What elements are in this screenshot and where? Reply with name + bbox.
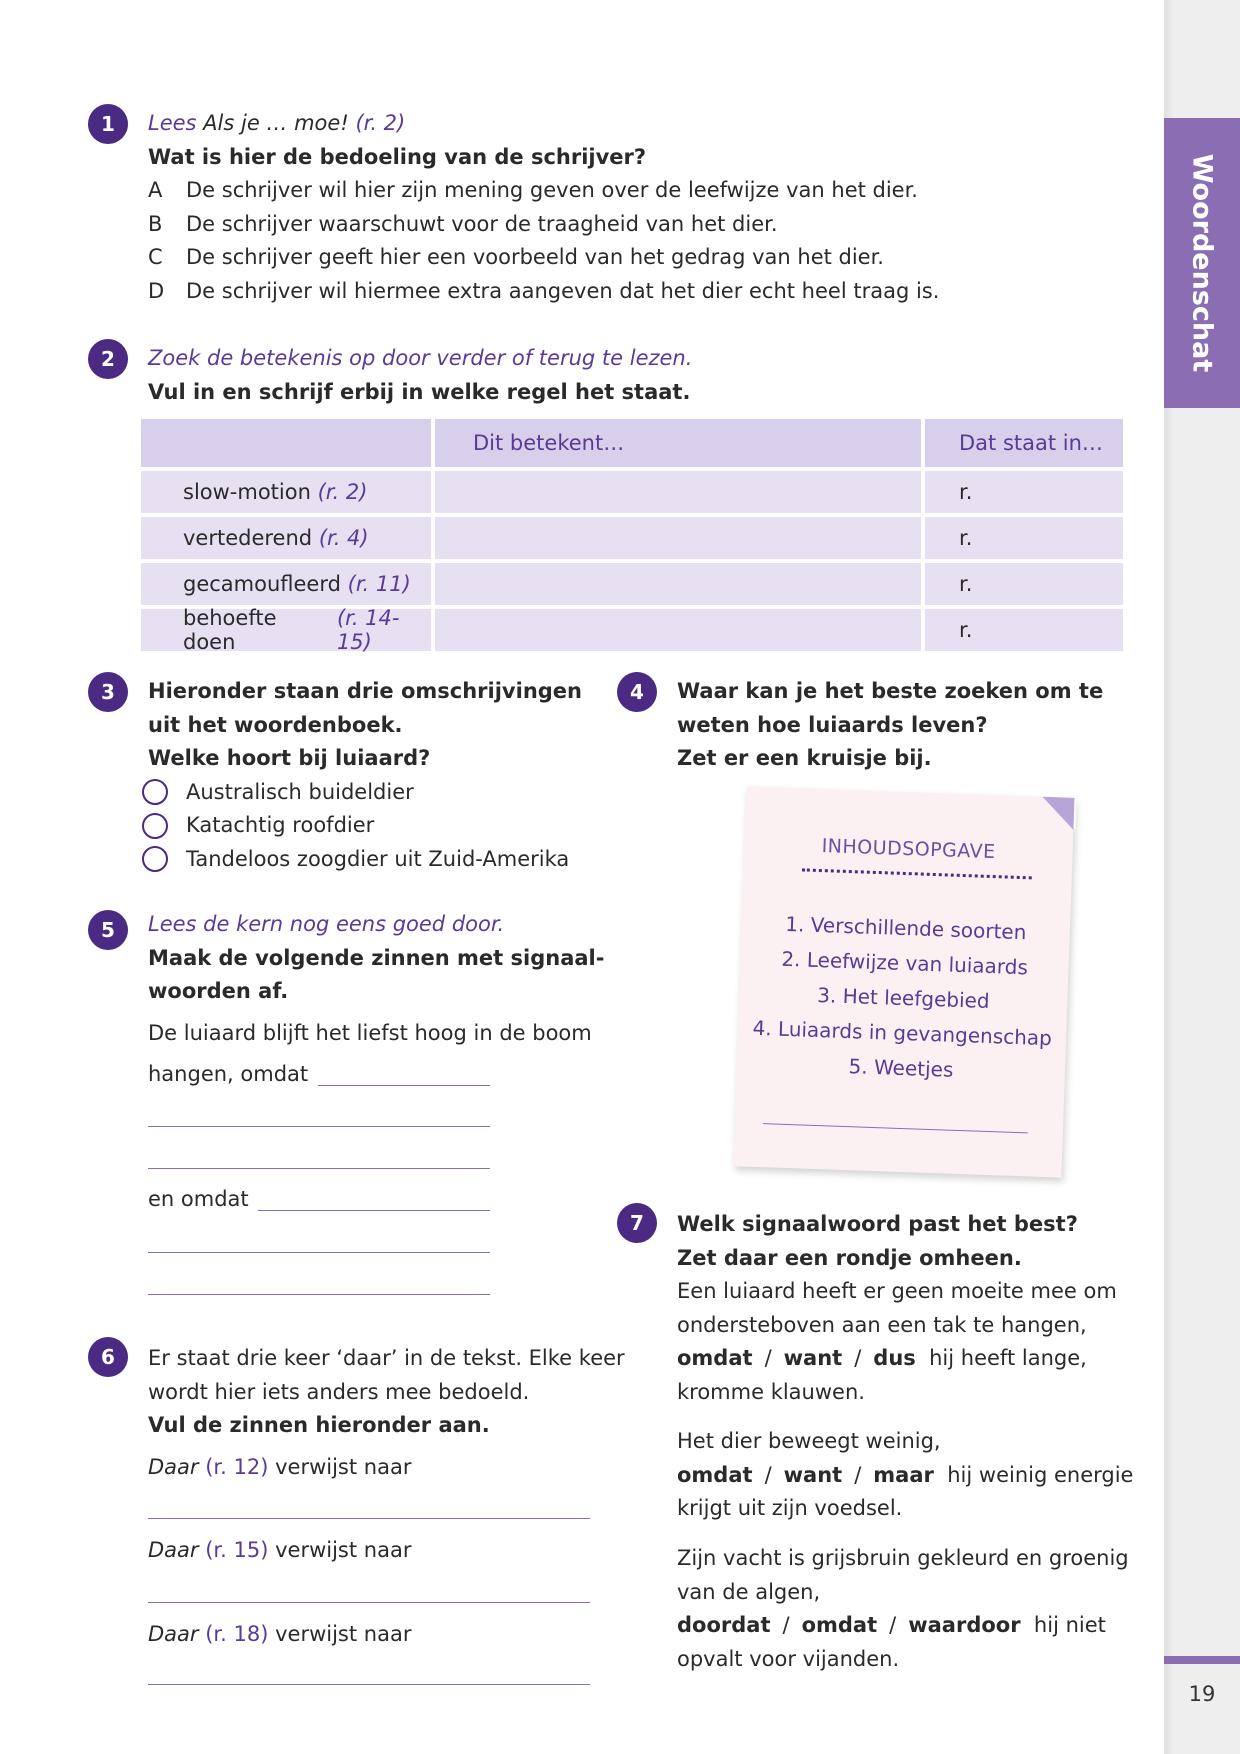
q4-question-line: Waar kan je het beste zoeken om te (677, 679, 1104, 703)
question-6 (148, 1342, 625, 1443)
line-ref: (r. 2) (317, 480, 368, 504)
line-ref: (r. 4) (318, 526, 369, 550)
q7-text-line: ondersteboven aan een tak te hangen, (677, 1312, 1087, 1337)
table-of-contents-note (733, 786, 1074, 1177)
q7-question-line: Welk signaalwoord past het best? (677, 1212, 1078, 1236)
toc-item[interactable]: 1. Verschillende soorten (784, 911, 1027, 945)
q3-question-line: Hieronder staan drie omschrijvingen (148, 679, 582, 703)
line-ref: (r. 11) (347, 572, 411, 596)
table-word-cell (141, 471, 431, 513)
daar-word: Daar (148, 1538, 199, 1562)
page-number: 19 (1188, 1682, 1216, 1706)
q7-choice-line-3: doordat / omdat / waardoor hij niet (677, 1613, 1106, 1637)
q3-option (142, 843, 582, 877)
q6-item-2 (148, 1534, 411, 1568)
item-text: verwijst naar (275, 1455, 412, 1479)
vocabulary-table (141, 419, 1123, 654)
q5-instruction: Lees de kern nog eens goed door. (148, 912, 505, 936)
question-number-2: 2 (88, 339, 128, 379)
meaning-answer-field[interactable] (435, 517, 921, 559)
note-corner-fold (1041, 797, 1074, 830)
note-title: INHOUDSOPGAVE (821, 835, 997, 864)
q1-option-d (148, 275, 939, 309)
dotted-divider (802, 868, 1032, 879)
option-letter: C (148, 245, 163, 269)
meaning-answer-field[interactable] (435, 609, 921, 651)
q5-question-line: woorden af. (148, 979, 289, 1003)
meaning-answer-field[interactable] (435, 563, 921, 605)
q7-text-line: Een luiaard heeft er geen moeite mee om (677, 1279, 1117, 1303)
answer-line[interactable] (148, 1168, 490, 1169)
vocab-word: behoefte doen (183, 606, 277, 654)
answer-line[interactable] (148, 1684, 590, 1685)
q7-choice-line-2: omdat / want / maar hij weinig energie (677, 1462, 1134, 1487)
q7-text-line: opvalt voor vijanden. (677, 1646, 900, 1671)
table-row (141, 606, 1123, 654)
q7-text-line: kromme klauwen. (677, 1379, 865, 1404)
q7-paragraph-2 (677, 1425, 1133, 1526)
q1-question: Wat is hier de bedoeling van de schrijver? (148, 144, 647, 169)
vocab-word: gecamoufleerd (183, 572, 341, 596)
q7-paragraph-3 (677, 1542, 1129, 1676)
question-number-5: 5 (88, 910, 128, 950)
question-number-1: 1 (88, 104, 128, 144)
line-answer-field[interactable]: r. (925, 517, 1123, 559)
daar-word: Daar (148, 1455, 199, 1479)
table-header-cell: Dat staat in… (925, 419, 1123, 467)
question-1 (148, 107, 939, 308)
q6-item-3 (148, 1618, 411, 1652)
radio-circle[interactable] (142, 779, 168, 805)
item-text: verwijst naar (275, 1622, 412, 1646)
toc-item[interactable]: 4. Luiaards in gevangenschap (752, 1015, 1053, 1051)
signal-word-choice[interactable]: doordat (677, 1613, 771, 1637)
question-number-7: 7 (617, 1203, 657, 1243)
question-5 (148, 908, 604, 1009)
toc-item[interactable]: 5. Weetjes (848, 1054, 954, 1082)
item-text: verwijst naar (275, 1538, 412, 1562)
q7-text-line: Zijn vacht is grijsbruin gekleurd en groenig (677, 1546, 1129, 1570)
q5-question-line: Maak de volgende zinnen met signaal- (148, 945, 605, 970)
vocab-word: vertederend (183, 526, 313, 550)
table-header-cell (141, 419, 431, 467)
option-text: De schrijver waarschuwt voor de traagheid van het dier. (186, 211, 778, 236)
option-letter: A (148, 178, 163, 202)
table-word-cell (141, 517, 431, 559)
signal-word-choice[interactable]: waardoor (908, 1613, 1021, 1637)
table-header-cell: Dit betekent… (435, 419, 921, 467)
line-answer-field[interactable]: r. (925, 563, 1123, 605)
table-word-cell (141, 563, 431, 605)
q3-option (142, 809, 582, 843)
option-text: De schrijver geeft hier een voorbeeld van het gedrag van het dier. (186, 245, 884, 269)
q5-sentence-and: en omdat (148, 1187, 249, 1211)
line-answer-field[interactable]: r. (925, 471, 1123, 513)
toc-item[interactable]: 3. Het leefgebied (816, 982, 991, 1013)
radio-circle[interactable] (142, 846, 168, 872)
q6-question: Vul de zinnen hieronder aan. (148, 1413, 490, 1437)
option-letter: D (148, 278, 165, 303)
answer-line[interactable] (148, 1126, 490, 1127)
q7-question-line: Zet daar een rondje omheen. (677, 1245, 1022, 1270)
answer-line[interactable] (258, 1210, 490, 1211)
q2-question: Vul in en schrijf erbij in welke regel het staat. (148, 379, 691, 404)
question-4 (677, 675, 1103, 776)
q3-question-line: Welke hoort bij luiaard? (148, 746, 431, 770)
q3-option (142, 776, 582, 810)
section-tab (1164, 118, 1240, 408)
page-number-bar (1164, 1656, 1240, 1664)
line-ref: (r. 14-15) (336, 606, 400, 654)
signal-word-choice[interactable]: want (783, 1462, 843, 1487)
option-text: Katachtig roofdier (186, 813, 375, 837)
q2-instruction: Zoek de betekenis op door verder of terug te lezen. (148, 346, 693, 370)
q7-text-line: Het dier beweegt weinig, (677, 1429, 941, 1453)
daar-word: Daar (148, 1622, 199, 1646)
question-3 (148, 675, 582, 876)
answer-line[interactable] (148, 1602, 590, 1603)
table-header-row (141, 419, 1123, 467)
q6-item-1 (148, 1451, 411, 1485)
option-text: De schrijver wil hiermee extra aangeven dat het dier echt heel traag is. (186, 278, 940, 303)
q6-intro-line: wordt hier iets anders mee bedoeld. (148, 1379, 530, 1404)
q7-choice-line-1: omdat / want / dus hij heeft lange, (677, 1346, 1087, 1370)
question-2 (148, 342, 692, 409)
q4-question-line: weten hoe luiaards leven? (677, 712, 988, 737)
q1-option-c (148, 241, 939, 275)
q7-text-line: van de algen, (677, 1579, 821, 1604)
q6-intro-line: Er staat drie keer ‘daar’ in de tekst. Elke keer (148, 1346, 625, 1370)
question-number-6: 6 (88, 1337, 128, 1377)
meaning-answer-field[interactable] (435, 471, 921, 513)
answer-line[interactable] (318, 1085, 490, 1086)
line-ref: (r. 18) (205, 1622, 269, 1646)
section-tab-label: Woordenschat (1186, 153, 1218, 373)
q1-option-b (148, 208, 939, 242)
q7-text-line: krijgt uit zijn voedsel. (677, 1496, 903, 1520)
line-ref: (r. 15) (205, 1538, 269, 1562)
q1-instruction-verb: Lees (148, 111, 197, 135)
q5-sentence: De luiaard blijft het liefst hoog in de boom (148, 1021, 592, 1045)
q1-option-a (148, 174, 939, 208)
q3-question-line: uit het woordenboek. (148, 712, 403, 737)
q1-instruction (148, 107, 939, 141)
line-ref: (r. 12) (205, 1455, 269, 1479)
signal-word-choice[interactable]: dus (873, 1346, 916, 1370)
option-text: De schrijver wil hier zijn mening geven over de leefwijze van het dier. (186, 178, 918, 202)
answer-line[interactable] (148, 1294, 490, 1295)
question-number-4: 4 (617, 672, 657, 712)
q1-line-ref: (r. 2) (355, 111, 406, 135)
table-row (141, 517, 1123, 559)
table-word-cell (141, 606, 431, 654)
option-letter: B (148, 211, 163, 236)
vocab-word: slow-motion (183, 480, 311, 504)
line-answer-field[interactable]: r. (925, 609, 1123, 651)
signal-word-choice[interactable]: omdat (677, 1346, 753, 1370)
q7-text: hij niet (1033, 1613, 1106, 1637)
question-number-3: 3 (88, 672, 128, 712)
answer-line[interactable] (148, 1252, 490, 1253)
signal-word-choice[interactable]: maar (873, 1462, 934, 1487)
q5-sentence-continued: hangen, omdat (148, 1062, 309, 1086)
radio-circle[interactable] (142, 813, 168, 839)
signal-word-choice[interactable]: omdat (801, 1613, 878, 1637)
signal-word-choice[interactable]: omdat (677, 1462, 753, 1487)
q7-text: hij weinig energie (947, 1462, 1134, 1487)
question-7 (677, 1208, 1117, 1409)
note-answer-line[interactable] (763, 1123, 1028, 1133)
q7-text: hij heeft lange, (929, 1346, 1087, 1370)
signal-word-choice[interactable]: want (783, 1346, 843, 1370)
q1-text-title: Als je … moe! (203, 111, 349, 135)
q4-question-line: Zet er een kruisje bij. (677, 746, 932, 770)
option-text: Australisch buideldier (186, 779, 414, 804)
table-row (141, 471, 1123, 513)
answer-line[interactable] (148, 1518, 590, 1519)
option-text: Tandeloos zoogdier uit Zuid-Amerika (186, 846, 570, 871)
table-row (141, 563, 1123, 605)
toc-item[interactable]: 2. Leefwijze van luiaards (781, 946, 1029, 980)
